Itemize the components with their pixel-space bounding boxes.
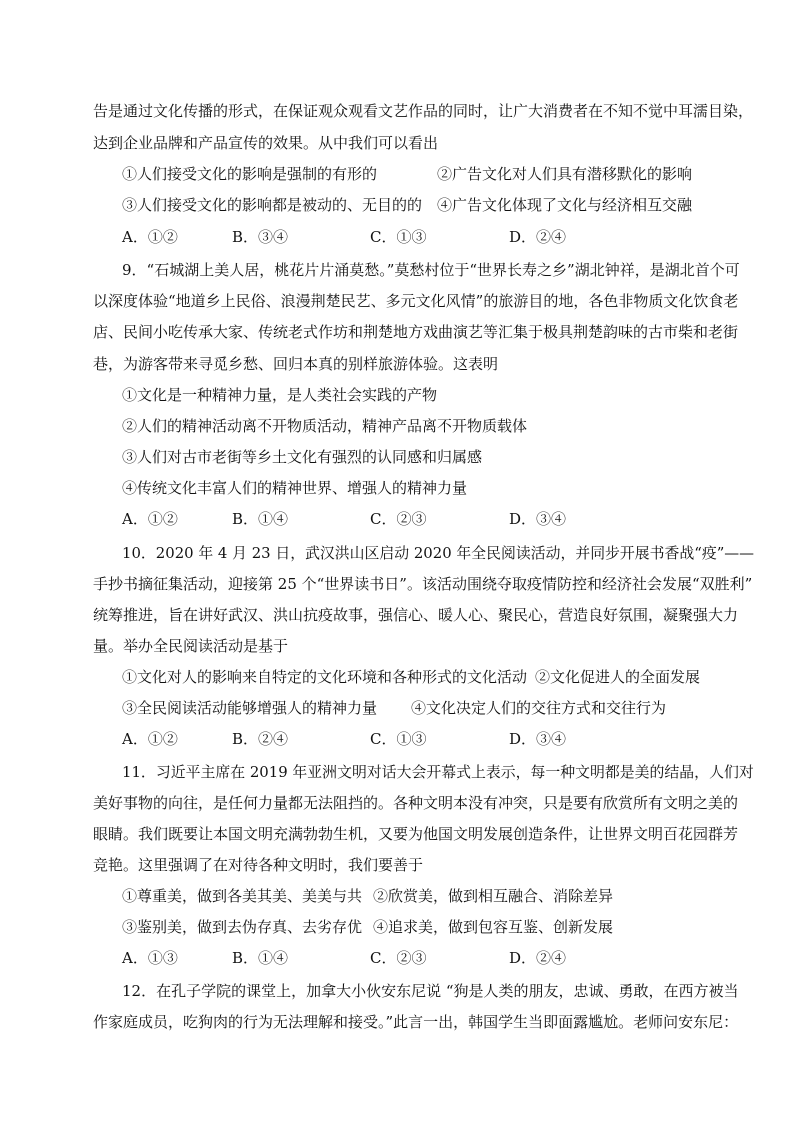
q9-option-4: ④传统文化丰富人们的精神世界、增强人的精神力量: [122, 479, 468, 497]
q10-choice-c: C．①③: [370, 730, 427, 748]
q8-option-2: ②广告文化对人们具有潜移默化的影响: [437, 165, 693, 183]
q10-option-1: ①文化对人的影响来自特定的文化环境和各种形式的文化活动: [122, 668, 528, 686]
q8-option-1: ①人们接受文化的影响是强制的有形的: [122, 165, 378, 183]
q10-text-line-2: 手抄书摘征集活动，迎接第 25 个“世界读书日”。该活动围绕夺取疫情防控和经济社会发展“双胜利”: [93, 575, 753, 593]
q11-choice-a: A．①③: [122, 949, 178, 967]
q11-choice-c: C．②③: [370, 949, 427, 967]
q10-text-line-1: 10．2020 年 4 月 23 日，武汉洪山区启动 2020 年全民阅读活动，并同步开展书香战“疫”——: [122, 544, 755, 562]
q8-choice-d: D．②④: [509, 228, 567, 246]
q9-text-line-3: 店、民间小吃传承大家、传统老式作坊和荆楚地方戏曲演艺等汇集于极具荆楚韵味的古市柴和老街: [93, 323, 739, 341]
q12-text-line-1: 12．在孔子学院的课堂上，加拿大小伙安东尼说 “狗是人类的朋友，忠诚、勇敢，在西方被当: [122, 982, 739, 1000]
q10-text-line-4: 量。举办全民阅读活动是基于: [93, 637, 289, 655]
q10-choice-d: D．③④: [509, 730, 567, 748]
q9-option-3: ③人们对古市老街等乡土文化有强烈的认同感和归属感: [122, 448, 483, 466]
q8-option-4: ④广告文化体现了文化与经济相互交融: [437, 196, 693, 214]
q10-choice-b: B．②④: [232, 730, 289, 748]
q8-text-line-1: 告是通过文化传播的形式，在保证观众观看文艺作品的同时，让广大消费者在不知不觉中耳濡目染，: [93, 102, 754, 120]
q10-text-line-3: 统筹推进，旨在讲好武汉、洪山抗疫故事，强信心、暖人心、聚民心，营造良好氛围，凝聚强大力: [93, 606, 739, 624]
q9-text-line-2: 以深度体验“地道乡上民俗、浪漫荆楚民艺、多元文化风情”的旅游目的地，各色非物质文化饮食老: [93, 292, 739, 310]
q9-option-2: ②人们的精神活动离不开物质活动，精神产品离不开物质载体: [122, 417, 528, 435]
q9-text-line-4: 巷，为游客带来寻觅乡愁、回归本真的别样旅游体验。这表明: [93, 355, 499, 373]
q11-text-line-1: 11．习近平主席在 2019 年亚洲文明对话大会开幕式上表示，每一种文明都是美的结晶，人们对: [122, 763, 754, 781]
q10-option-4: ④文化决定人们的交往方式和交往行为: [411, 699, 667, 717]
q11-option-2: ②欣赏美，做到相互融合、消除差异: [373, 887, 614, 905]
q11-text-line-2: 美好事物的向往，是任何力量都无法阻挡的。各种文明本没有冲突，只是要有欣赏所有文明之美的: [93, 794, 739, 812]
q9-text-line-1: 9．“石城湖上美人居，桃花片片涌莫愁。”莫愁村位于“世界长寿之乡”湖北钟祥，是湖北首个可: [122, 261, 740, 279]
q11-text-line-4: 竞艳。这里强调了在对待各种文明时，我们要善于: [93, 856, 424, 874]
q11-choice-d: D．②④: [509, 949, 567, 967]
q9-choice-c: C．②③: [370, 510, 427, 528]
q12-text-line-2: 作家庭成员，吃狗肉的行为无法理解和接受。”此言一出，韩国学生当即面露尴尬。老师问安东尼：: [93, 1013, 739, 1031]
q11-choice-b: B．①④: [232, 949, 289, 967]
q9-choice-d: D．③④: [509, 510, 567, 528]
q11-option-4: ④追求美，做到包容互鉴、创新发展: [373, 918, 614, 936]
q8-choice-c: C．①③: [370, 228, 427, 246]
q10-option-2: ②文化促进人的全面发展: [535, 668, 701, 686]
q8-option-3: ③人们接受文化的影响都是被动的、无目的的: [122, 196, 423, 214]
q11-option-3: ③鉴别美，做到去伪存真、去劣存优: [122, 918, 363, 936]
q9-option-1: ①文化是一种精神力量，是人类社会实践的产物: [122, 386, 438, 404]
q10-choice-a: A．①②: [122, 730, 178, 748]
q8-text-line-2: 达到企业品牌和产品宣传的效果。从中我们可以看出: [93, 134, 439, 152]
q9-choice-b: B．①④: [232, 510, 289, 528]
q11-text-line-3: 眼睛。我们既要让本国文明充满勃勃生机，又要为他国文明发展创造条件，让世界文明百花园群芳: [93, 825, 739, 843]
q10-option-3: ③全民阅读活动能够增强人的精神力量: [122, 699, 378, 717]
q11-option-1: ①尊重美，做到各美其美、美美与共: [122, 887, 363, 905]
q9-choice-a: A．①②: [122, 510, 178, 528]
q8-choice-b: B．③④: [232, 228, 289, 246]
q8-choice-a: A．①②: [122, 228, 178, 246]
